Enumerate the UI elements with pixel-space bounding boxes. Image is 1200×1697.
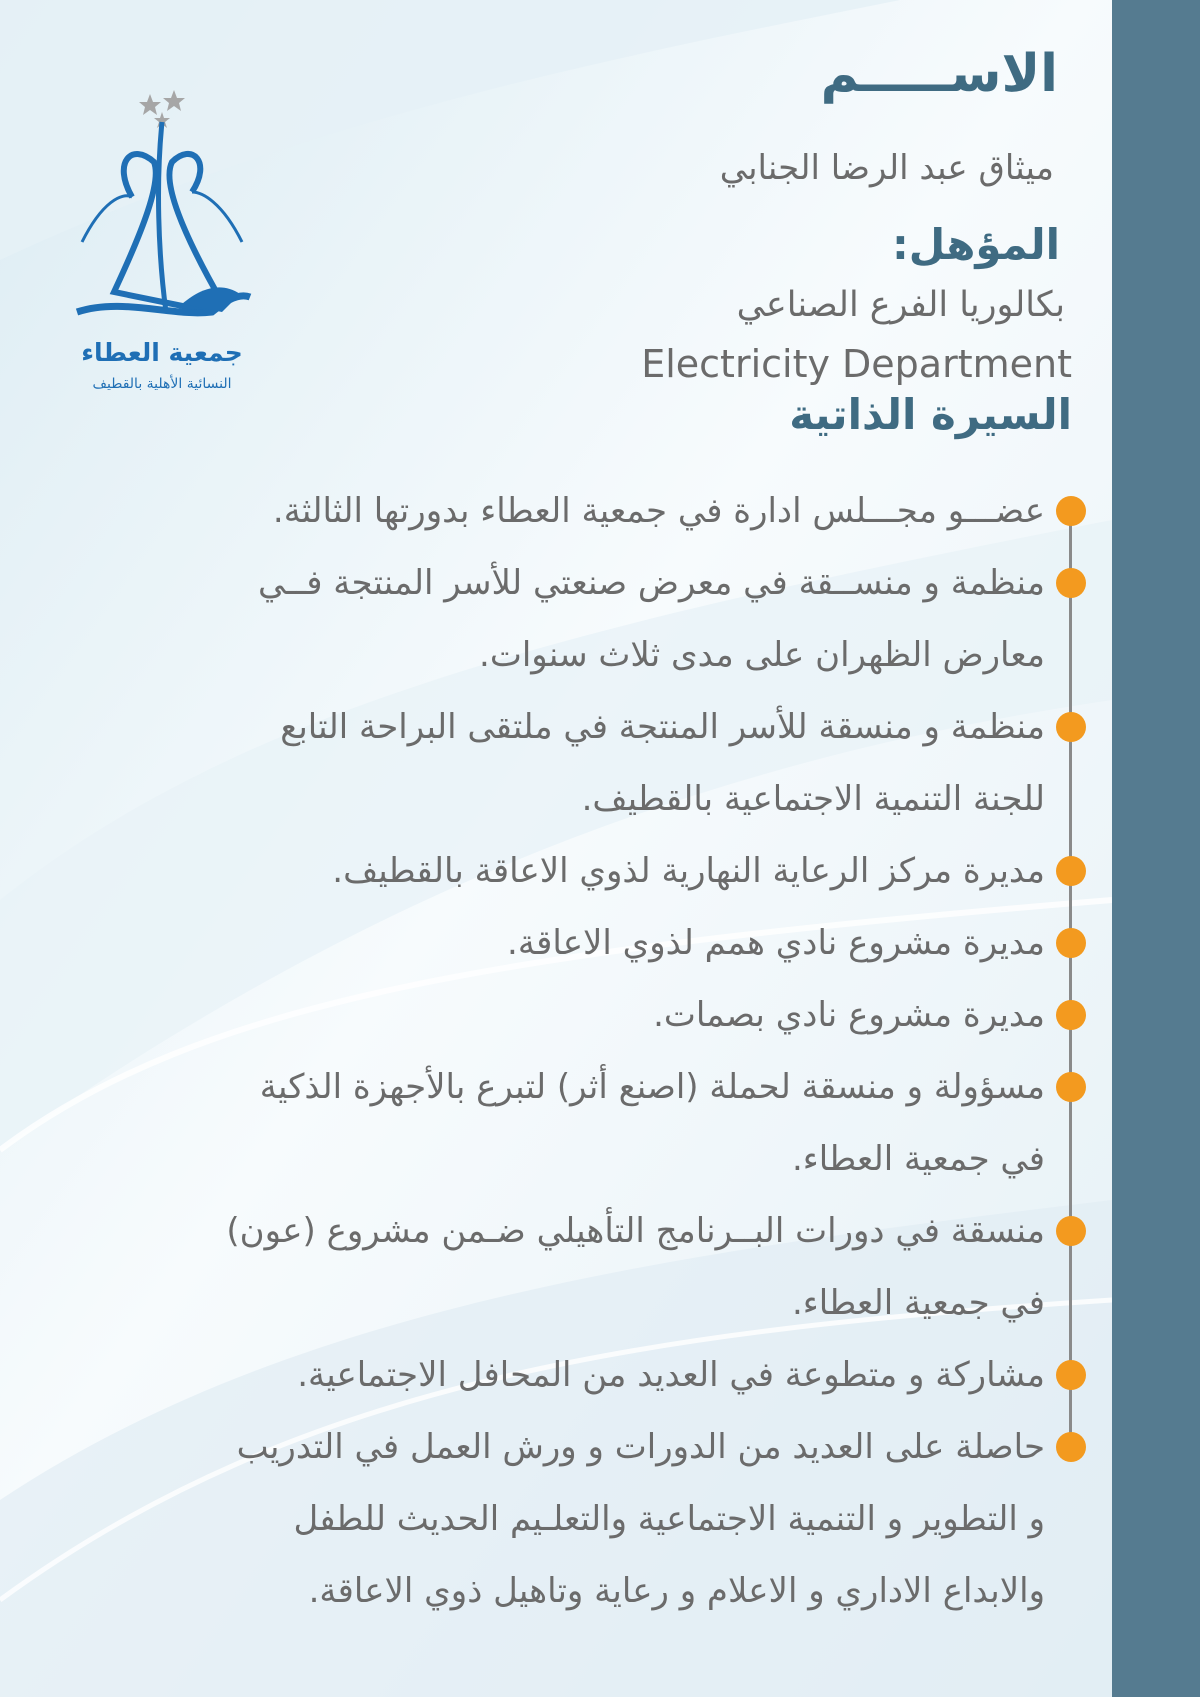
name-heading: الاســـــم	[820, 44, 1058, 104]
cv-item-line: منسقة في دورات البــرنامج التأهيلي ضـمن مشروع (عون)	[226, 1211, 1045, 1251]
cv-item-line: مشاركة و متطوعة في العديد من المحافل الاجتماعية.	[297, 1355, 1045, 1395]
organization-subtitle: النسائية الأهلية بالقطيف	[92, 376, 232, 392]
bullet-dot-icon	[1056, 1000, 1086, 1030]
bullet-dot-icon	[1056, 1432, 1086, 1462]
cv-item-line: والابداع الاداري و الاعلام و رعاية وتاهيل ذوي الاعاقة.	[308, 1571, 1045, 1611]
qualification-department: Electricity Department	[641, 342, 1072, 386]
bullet-dot-icon	[1056, 856, 1086, 886]
bullet-dot-icon	[1056, 1360, 1086, 1390]
bullet-dot-icon	[1056, 928, 1086, 958]
cv-item-line: مديرة مشروع نادي همم لذوي الاعاقة.	[507, 923, 1045, 963]
name-value: ميثاق عبد الرضا الجنابي	[719, 148, 1054, 188]
cv-item	[45, 475, 1045, 547]
cv-item	[45, 1411, 1045, 1627]
bullet-dot-icon	[1056, 1216, 1086, 1246]
cv-item	[45, 979, 1045, 1051]
cv-item-line: في جمعية العطاء.	[791, 1139, 1045, 1179]
cv-item-line: حاصلة على العديد من الدورات و ورش العمل في التدريب	[236, 1427, 1045, 1467]
cv-item	[45, 1195, 1045, 1339]
cv-item-line: مديرة مشروع نادي بصمات.	[653, 995, 1045, 1035]
qualification-heading: المؤهل:	[891, 220, 1060, 269]
right-accent-bar	[1112, 0, 1200, 1697]
cv-item	[45, 547, 1045, 691]
cv-item	[45, 691, 1045, 835]
cv-item	[45, 907, 1045, 979]
cv-item-line: و التطوير و التنمية الاجتماعية والتعلـيم الحديث للطفل	[293, 1499, 1045, 1539]
cv-item-line: منظمة و منســقة في معرض صنعتي للأسر المنتجة فــي	[257, 563, 1045, 603]
cv-item-line: في جمعية العطاء.	[791, 1283, 1045, 1323]
organization-name: جمعية العطاء	[81, 338, 243, 367]
bullet-dot-icon	[1056, 568, 1086, 598]
timeline-line	[1069, 510, 1072, 1450]
cv-item	[45, 835, 1045, 907]
cv-item	[45, 1051, 1045, 1195]
bullet-dot-icon	[1056, 496, 1086, 526]
bullet-dot-icon	[1056, 712, 1086, 742]
cv-heading: السيرة الذاتية	[789, 390, 1072, 439]
cv-item-line: مسؤولة و منسقة لحملة (اصنع أثر) لتبرع بالأجهزة الذكية	[259, 1067, 1045, 1107]
bullet-dot-icon	[1056, 1072, 1086, 1102]
cv-item-line: مديرة مركز الرعاية النهارية لذوي الاعاقة بالقطيف.	[332, 851, 1045, 891]
cv-item-line: معارض الظهران على مدى ثلاث سنوات.	[479, 635, 1045, 675]
cv-item-line: للجنة التنمية الاجتماعية بالقطيف.	[581, 779, 1045, 819]
cv-item-line: منظمة و منسقة للأسر المنتجة في ملتقى البراحة التابع	[280, 707, 1045, 747]
cv-item	[45, 1339, 1045, 1411]
cv-item-line: عضـــو مجـــلس ادارة في جمعية العطاء بدورتها الثالثة.	[272, 491, 1045, 531]
qualification-degree: بكالوريا الفرع الصناعي	[736, 285, 1065, 325]
